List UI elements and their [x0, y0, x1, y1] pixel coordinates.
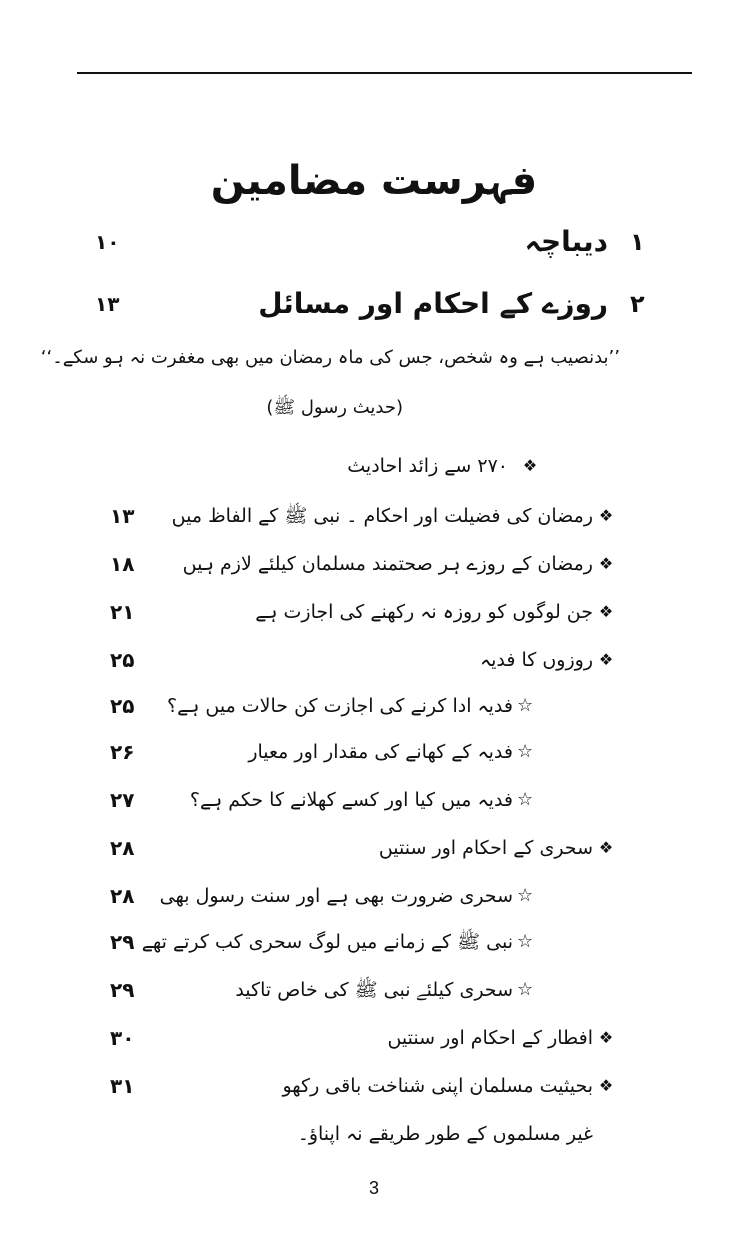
ornament-icon: ❖ [522, 456, 538, 475]
star-icon: ☆ [517, 885, 534, 906]
page-title: فہرست مضامین [210, 158, 538, 204]
entry-label: بحیثیت مسلمان اپنی شناخت باقی رکھو [282, 1075, 593, 1097]
chapter-label: روزے کے احکام اور مسائل [258, 287, 608, 320]
star-icon: ☆ [517, 979, 534, 1000]
entry-label: فدیہ کے کھانے کی مقدار اور معیار [248, 741, 513, 763]
chapter-row[interactable] [0, 222, 748, 262]
entry-page: ۲۹ [110, 978, 135, 1002]
chapter-index: ۲ [630, 290, 645, 318]
ornament-icon: ❖ [598, 650, 614, 669]
toc-subentry[interactable] [0, 922, 748, 962]
toc-entry[interactable] [0, 592, 748, 632]
toc-subentry[interactable] [0, 732, 748, 772]
toc-entry[interactable] [0, 828, 748, 868]
hadith-quote: ’’بدنصیب ہے وہ شخص، جس کی ماہ رمضان میں بھی مغفرت نہ ہو سکے۔‘‘ [40, 347, 620, 368]
chapter-page: ۱۳ [95, 292, 120, 316]
toc-entry[interactable] [0, 1066, 748, 1106]
entry-label: رمضان کے روزے ہر صحتمند مسلمان کیلئے لازم ہیں [182, 553, 593, 575]
entry-label: فدیہ ادا کرنے کی اجازت کن حالات میں ہے؟ [166, 695, 513, 717]
toc-entry[interactable] [0, 544, 748, 584]
entry-page: ۱۸ [110, 552, 135, 576]
entry-label: نبی ﷺ کے زمانے میں لوگ سحری کب کرتے تھے [141, 931, 513, 953]
chapter-index: ۱ [630, 228, 645, 256]
entry-page: ۲۵ [110, 648, 135, 672]
entry-page: ۲۷ [110, 788, 135, 812]
toc-subentry[interactable] [0, 780, 748, 820]
entry-label: روزوں کا فدیہ [479, 649, 593, 671]
ornament-icon: ❖ [598, 838, 614, 857]
entry-page: ۲۸ [110, 884, 135, 908]
star-icon: ☆ [517, 789, 534, 810]
toc-subentry[interactable] [0, 970, 748, 1010]
entry-label: سحری کیلئے نبی ﷺ کی خاص تاکید [235, 979, 513, 1001]
chapter-page: ۱۰ [95, 230, 120, 254]
star-icon: ☆ [517, 695, 534, 716]
top-rule [77, 72, 692, 74]
ornament-icon: ❖ [598, 602, 614, 621]
entry-label: سحری ضرورت بھی ہے اور سنت رسول بھی [159, 885, 513, 907]
entry-page: ۲۵ [110, 694, 135, 718]
entry-page: ۲۶ [110, 740, 135, 764]
entry-page: ۱۳ [110, 504, 135, 528]
ahadith-heading-row [0, 446, 748, 486]
chapter-row[interactable] [0, 284, 748, 324]
entry-page: ۲۹ [110, 930, 135, 954]
ornament-icon: ❖ [598, 1028, 614, 1047]
entry-label: سحری کے احکام اور سنتیں [378, 837, 593, 859]
entry-page: ۲۸ [110, 836, 135, 860]
star-icon: ☆ [517, 931, 534, 952]
ahadith-heading: ۲۷۰ سے زائد احادیث [347, 455, 508, 477]
toc-entry[interactable] [0, 496, 748, 536]
entry-label: افطار کے احکام اور سنتیں [387, 1027, 593, 1049]
entry-label: فدیہ میں کیا اور کسے کھلانے کا حکم ہے؟ [189, 789, 513, 811]
entry-label: جن لوگوں کو روزہ نہ رکھنے کی اجازت ہے [255, 601, 593, 623]
entry-page: ۲۱ [110, 600, 135, 624]
ornament-icon: ❖ [598, 1076, 614, 1095]
entry-page: ۳۰ [110, 1026, 135, 1050]
ornament-icon: ❖ [598, 506, 614, 525]
entry-page: ۳۱ [110, 1074, 135, 1098]
entry-continuation: غیر مسلموں کے طور طریقے نہ اپناؤ۔ [297, 1123, 593, 1145]
toc-entry[interactable] [0, 640, 748, 680]
toc-subentry[interactable] [0, 876, 748, 916]
entry-label: رمضان کی فضیلت اور احکام ۔ نبی ﷺ کے الفاظ میں [171, 505, 593, 527]
page-number: 3 [368, 1178, 379, 1198]
chapter-label: دیباچہ [524, 225, 608, 258]
ornament-icon: ❖ [598, 554, 614, 573]
quote-source: (حدیث رسول ﷺ) [266, 397, 403, 418]
star-icon: ☆ [517, 741, 534, 762]
toc-subentry[interactable] [0, 686, 748, 726]
toc-entry[interactable] [0, 1018, 748, 1058]
